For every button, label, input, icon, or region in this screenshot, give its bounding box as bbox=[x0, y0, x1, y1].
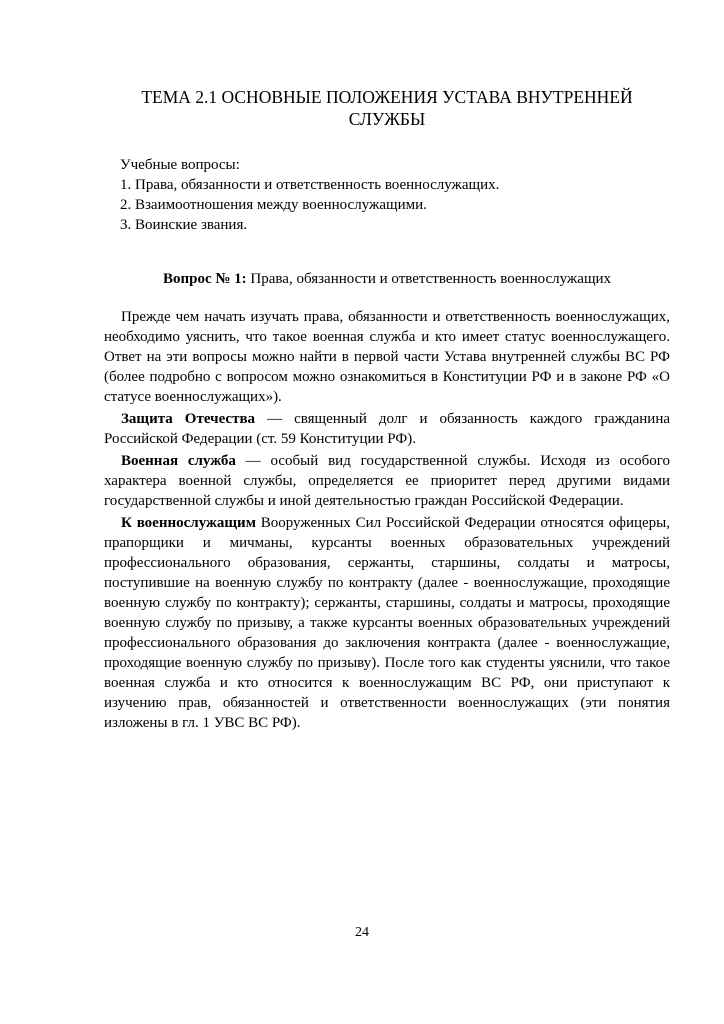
paragraph-defense bbox=[104, 409, 670, 449]
question-1-heading bbox=[104, 269, 670, 289]
title-line-2: СЛУЖБЫ bbox=[348, 109, 426, 129]
page-number: 24 bbox=[355, 925, 369, 940]
page-title bbox=[104, 86, 670, 130]
paragraph-servicemen bbox=[104, 513, 670, 733]
term-servicemen: К военнослужащим bbox=[121, 515, 256, 531]
study-question-item: 1. Права, обязанности и ответственность военнослужащих. bbox=[120, 177, 500, 193]
title-line-1: ТЕМА 2.1 ОСНОВНЫЕ ПОЛОЖЕНИЯ УСТАВА ВНУТРЕННЕЙ bbox=[141, 87, 633, 107]
body-text bbox=[104, 307, 670, 735]
term-military-service: Военная служба bbox=[121, 453, 236, 469]
study-questions-list bbox=[120, 155, 680, 235]
paragraph-intro: Прежде чем начать изучать права, обязанности и ответственность военнослужащих, необходимо уяснить, что такое военная служба и кто имеет статус военнослужащего. Ответ на эти вопросы можно найти в первой части Устава внутренней службы ВС РФ (более подробно с вопросом можно ознакомиться в Конституции РФ и в законе РФ «О статусе военнослужащих»). bbox=[104, 309, 670, 405]
definition-servicemen: Вооруженных Сил Российской Федерации относятся офицеры, прапорщики и мичманы, курсанты военных образовательных учреждений профессионального образования, сержанты, старшины, солдаты и матросы, поступившие на военную службу по контракту (далее - военнослужащие, проходящие военную службу по контракту); сержанты, старшины, солдаты и матросы, проходящие военную службу по призыву, а также курсанты военных образовательных учреждений профессионального образования до заключения контракта (далее - военнослужащие, проходящие военную службу по призыву). После того как студенты уяснили, что такое военная служба и кто относится к военнослужащим ВС РФ, они приступают к изучению прав, обязанностей и ответственности военнослужащих (эти понятия изложены в гл. 1 УВС ВС РФ). bbox=[104, 515, 670, 731]
question-1-label: Вопрос № 1: bbox=[162, 271, 247, 287]
study-question-item: 2. Взаимоотношения между военнослужащими. bbox=[120, 197, 427, 213]
definition-military-service: — особый вид государственной службы. Исходя из особого характера военной службы, определяется ее приоритет перед другими видами государственной службы и иной деятельностью граждан Российской Федерации. bbox=[104, 453, 670, 509]
study-questions-heading: Учебные вопросы: bbox=[120, 157, 240, 173]
paragraph-military-service bbox=[104, 451, 670, 511]
term-defense: Защита Отечества bbox=[121, 411, 256, 427]
definition-defense: — священный долг и обязанность каждого гражданина Российской Федерации (ст. 59 Конституции РФ). bbox=[104, 411, 670, 447]
question-1-text: Права, обязанности и ответственность военнослужащих bbox=[246, 271, 612, 287]
study-question-item: 3. Воинские звания. bbox=[120, 217, 248, 233]
